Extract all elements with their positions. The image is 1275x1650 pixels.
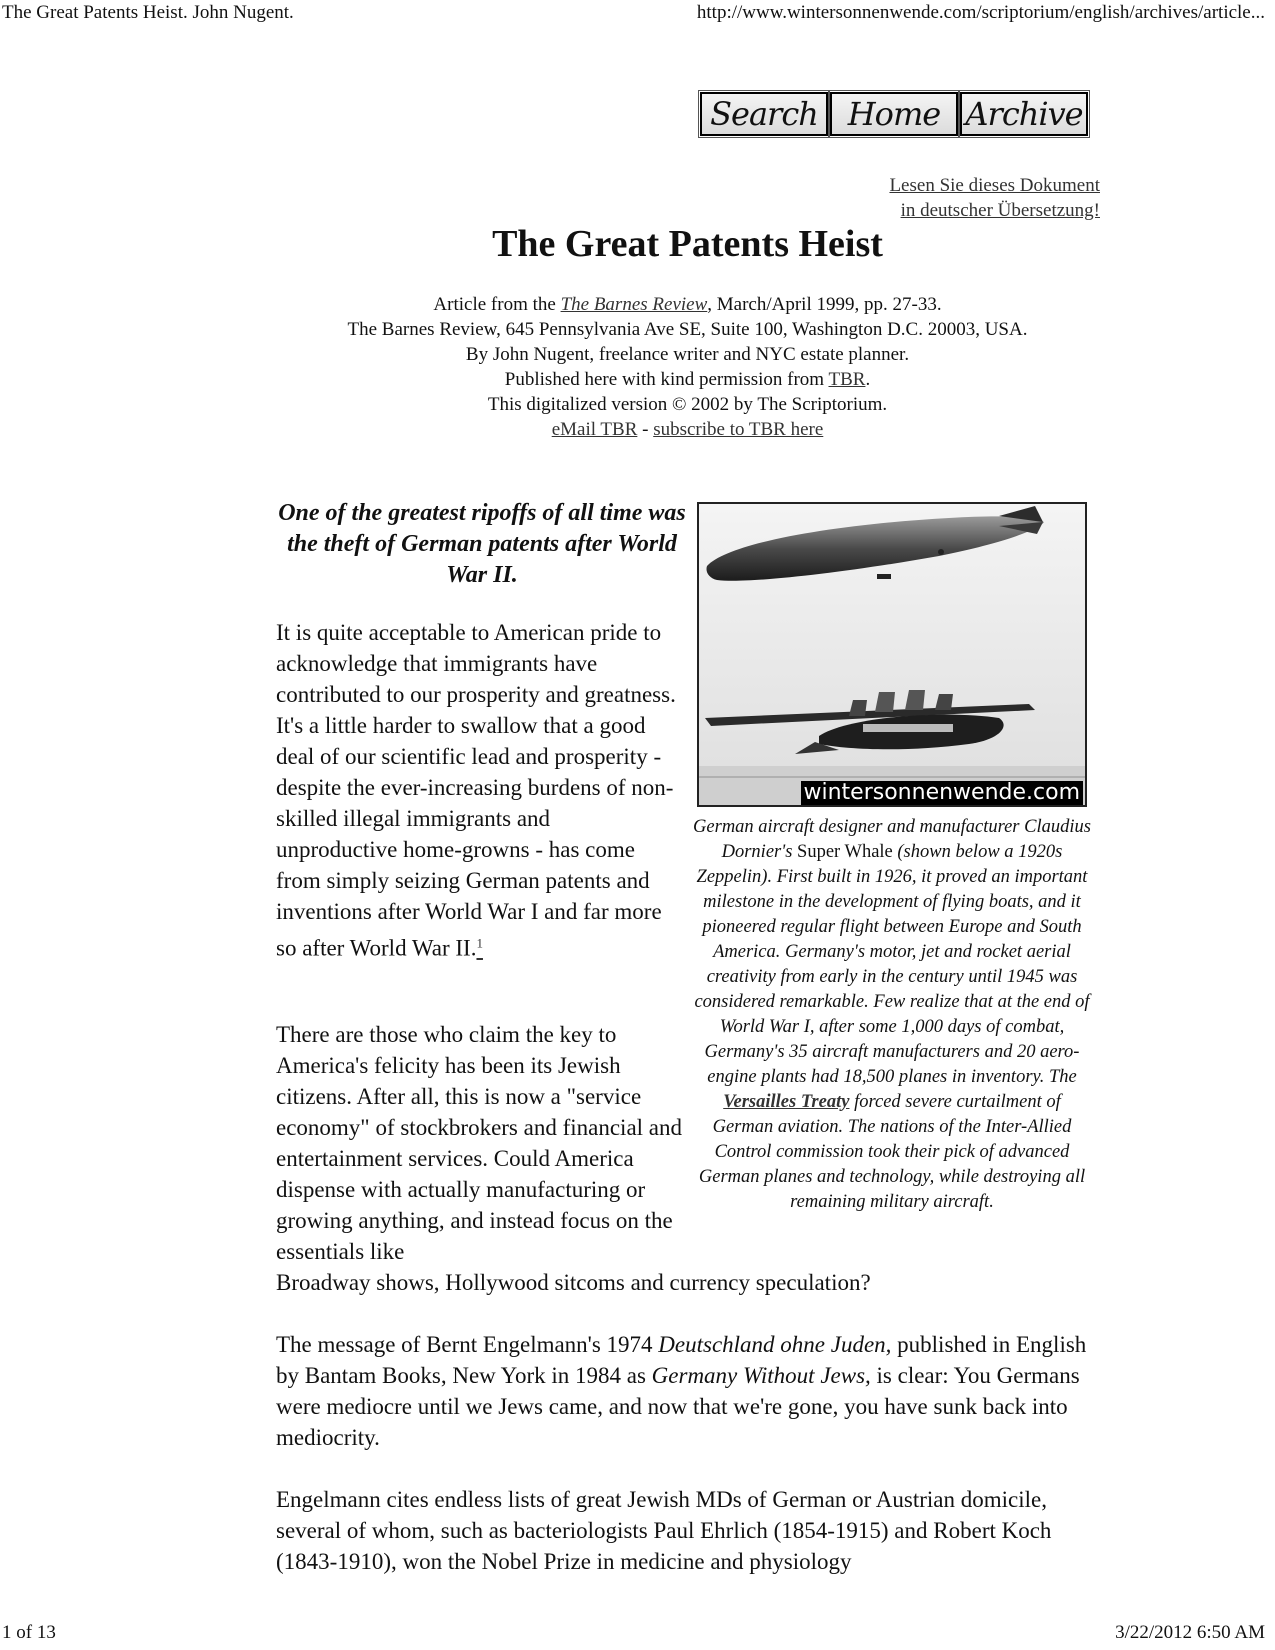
meta-source	[260, 292, 1115, 317]
paragraph-1-text: It is quite acceptable to American pride to acknowledge that immigrants have contributed to our prosperity and greatness. It's a little harder to swallow that a good deal of our scientific lead and prosperity - despite the ever-increasing burdens of non-skilled illegal immigrants and unproductive home-growns - has come from simply seizing German patents and inventions after World War I and far more so after World War II.	[276, 620, 676, 961]
caption-part-c: (shown below a 1920s Zeppelin). First built in 1926, it proved an important milestone in the development of flying boats, and it pioneered regular flight between Europe and South America. Germany's motor, jet and rocket aerial creativity from early in the century until 1945 was considered remarkable. Few realize that at the end of World War I, after some 1,000 days of combat, Germany's 35 aircraft manufacturers and 20 aero-engine plants had 18,500 planes in inventory. The	[694, 842, 1090, 1087]
photo-watermark: wintersonnenwende.com	[801, 781, 1084, 805]
footnote-1-link[interactable]	[476, 936, 483, 961]
paragraph-3-part-c: published in English by Bantam Books, New York in 1984 as	[276, 1332, 1087, 1388]
pull-quote: One of the greatest ripoffs of all time was the theft of German patents after World War II.	[278, 500, 686, 588]
paragraph-3	[276, 1329, 1096, 1453]
article-figure	[693, 502, 1091, 1215]
caption-part-a: German aircraft designer and manufacturer Claudius Dornier's	[693, 817, 1091, 862]
email-tbr-link[interactable]: eMail TBR	[551, 419, 638, 440]
meta-source-suffix: , March/April 1999, pp. 27-33.	[707, 294, 942, 315]
meta-permission-prefix: Published here with kind permission from	[504, 369, 829, 390]
book-title-english: Germany Without Jews,	[651, 1363, 871, 1388]
figure-caption	[693, 815, 1091, 1215]
zeppelin-seaplane-photo	[697, 502, 1087, 807]
paragraph-3-part-e: is clear: You Germans were mediocre until we Jews came, and now that we're gone, you have sunk back into mediocrity.	[276, 1363, 1080, 1450]
paragraph-3-part-a: The message of Bernt Engelmann's 1974	[276, 1332, 659, 1357]
print-timestamp: 3/22/2012 6:50 AM	[1115, 1622, 1265, 1643]
caption-super-whale: Super Whale	[797, 842, 893, 862]
barnes-review-link[interactable]: The Barnes Review	[560, 294, 708, 315]
archive-button[interactable]: Archive	[960, 92, 1088, 136]
book-title-german: Deutschland ohne Juden,	[658, 1332, 892, 1357]
page-title-header: The Great Patents Heist. John Nugent.	[2, 2, 294, 23]
meta-address: The Barnes Review, 645 Pennsylvania Ave SE, Suite 100, Washington D.C. 20003, USA.	[347, 319, 1028, 340]
nav-bar	[700, 92, 1088, 136]
paragraph-1	[276, 617, 676, 964]
paragraph-4: Engelmann cites endless lists of great Jewish MDs of German or Austrian domicile, several of whom, such as bacteriologists Paul Ehrlich (1854-1915) and Robert Koch (1843-1910), won the Nobel Prize in medicine and physiology	[276, 1487, 1052, 1574]
meta-links	[260, 417, 1115, 442]
german-translation-link[interactable]	[889, 173, 1100, 223]
meta-permission	[260, 367, 1115, 392]
caption-part-d: forced severe curtailment of German aviation. The nations of the Inter-Allied Control commission took their pick of advanced German planes and technology, while destroying all remaining military aircraft.	[698, 1092, 1086, 1212]
meta-source-prefix: Article from the	[433, 294, 561, 315]
meta-author: By John Nugent, freelance writer and NYC estate planner.	[465, 344, 910, 365]
tbr-link[interactable]: TBR	[828, 369, 866, 390]
german-translation-link-line1[interactable]: Lesen Sie dieses Dokument	[889, 175, 1100, 196]
versailles-treaty-link[interactable]: Versailles Treaty	[723, 1092, 850, 1112]
german-translation-link-line2[interactable]: in deutscher Übersetzung!	[900, 200, 1100, 221]
footnote-1-marker: 1	[476, 935, 483, 950]
meta-separator: -	[637, 419, 654, 440]
subscribe-tbr-link[interactable]: subscribe to TBR here	[653, 419, 824, 440]
photo-illustration	[699, 504, 1085, 805]
home-button[interactable]: Home	[830, 92, 958, 136]
page-url-header: http://www.wintersonnenwende.com/scriptorium/english/archives/article...	[696, 2, 1265, 23]
page-counter: 1 of 13	[2, 1622, 56, 1643]
article-title: The Great Patents Heist	[492, 223, 883, 265]
paragraph-2: There are those who claim the key to America's felicity has been its Jewish citizens. After all, this is now a "service economy" of stockbrokers and financial and entertainment services. Could America dispense with actually manufacturing or growing anything, and instead focus on the essentials like	[276, 1022, 683, 1264]
search-button[interactable]: Search	[700, 92, 828, 136]
article-meta	[260, 292, 1115, 442]
meta-permission-suffix: .	[865, 369, 871, 390]
meta-copyright: This digitalized version © 2002 by The Scriptorium.	[487, 394, 888, 415]
paragraph-2-continued: Broadway shows, Hollywood sitcoms and currency speculation?	[276, 1270, 871, 1295]
